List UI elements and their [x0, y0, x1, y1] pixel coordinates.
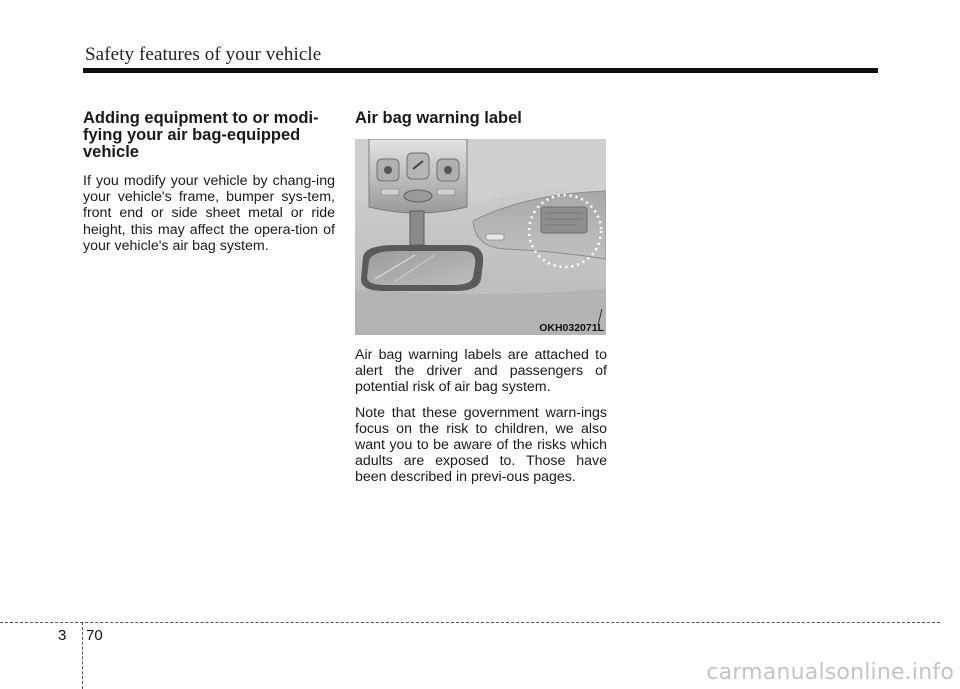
header-rule-thick — [83, 68, 333, 73]
left-column — [83, 110, 335, 263]
warning-label-paragraph-1: Air bag warning labels are attached to alert the driver and passengers of potential risk of air bag system. — [355, 347, 607, 396]
page-number: 70 — [86, 627, 103, 644]
section-paragraph-adding-equipment: If you modify your vehicle by chang-ing your vehicle's frame, bumper sys-tem, front end or side sheet metal or ride height, this may affect the opera-tion of your vehicle's air bag system. — [83, 173, 335, 254]
figure-code: OKH032071L — [539, 322, 604, 334]
warning-label-paragraph-2: Note that these government warn-ings focus on the risk to children, we also want you to be aware of the risks which adults are exposed to. Those have been described in previ-ous pages. — [355, 404, 607, 486]
section-heading-adding-equipment: Adding equipment to or modi-fying your air bag-equipped vehicle — [83, 109, 319, 161]
overhead-console-illustration — [355, 139, 606, 335]
header-rule-thin — [333, 70, 878, 72]
watermark-text: carmanualsonline.info — [706, 660, 954, 685]
footer-rule — [0, 622, 940, 623]
section-heading-warning-label: Air bag warning label — [355, 109, 522, 127]
header-rule — [83, 68, 878, 73]
page-header-title: Safety features of your vehicle — [85, 44, 322, 65]
footer-vertical-rule — [82, 622, 83, 689]
airbag-warning-label-figure — [355, 139, 606, 335]
chapter-number: 3 — [58, 627, 67, 644]
middle-column — [355, 110, 607, 495]
